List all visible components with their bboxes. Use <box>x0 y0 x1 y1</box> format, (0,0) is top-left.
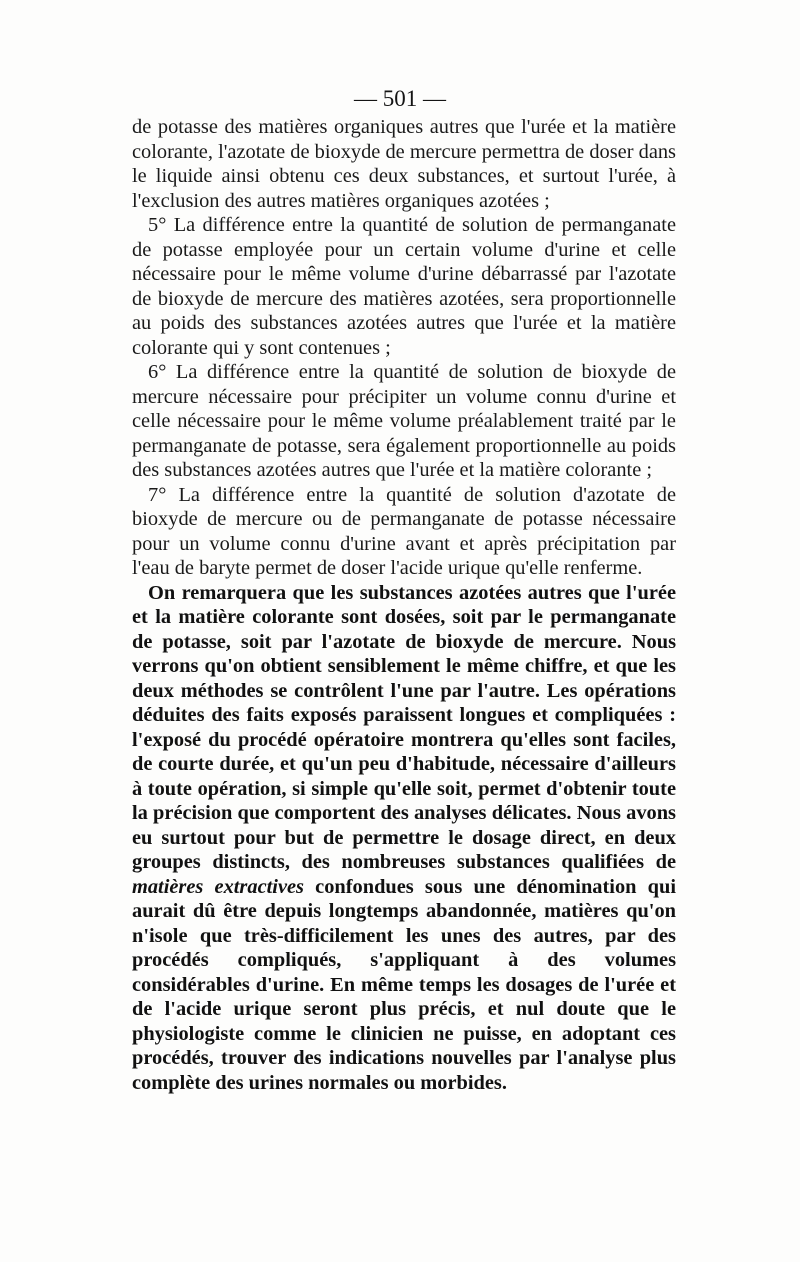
body-text <box>132 115 676 1095</box>
paragraph-item-6: 6° La différence entre la quantité de solution de bioxyde de mercure nécessaire pour précipiter un volume connu d'urine et celle nécessaire pour le même volume préalablement traité par le permanganate de potasse, sera également proportionnelle au poids des substances azotées autres que l'urée et la matière colorante ; <box>132 361 676 481</box>
paragraph-continuation: de potasse des matières organiques autres que l'urée et la matière colorante, l'azotate de bioxyde de mercure permettra de doser dans le liquide ainsi obtenu ces deux substances, et surtout l'urée, à l'exclusion des autres matières organiques azotées ; <box>132 116 676 212</box>
paragraph-remarks-part1: On remarquera que les substances azotées autres que l'urée et la matière colorante sont dosées, soit par le permanganate de potasse, soit par l'azotate de bioxyde de mercure. Nous verrons qu'on obtient sensiblement le même chiffre, et que les deux méthodes se contrôlent l'une par l'autre. Les opérations déduites des faits exposés paraissent longues et compliquées : l'exposé du procédé opératoire montrera qu'elles sont faciles, de courte durée, et qu'un peu d'habitude, nécessaire d'ailleurs à toute opération, si simple qu'elle soit, permet d'obtenir toute la précision que comportent des analyses délicates. Nous avons eu surtout pour but de permettre le dosage direct, en deux groupes distincts, des nombreuses substances qualifiées de <box>132 581 676 873</box>
italic-term: matières extractives <box>132 875 304 898</box>
paragraph-remarks <box>132 581 676 1096</box>
paragraph-item-7: 7° La différence entre la quantité de solution d'azotate de bioxyde de mercure ou de permanganate de potasse nécessaire pour un volume connu d'urine avant et après précipitation par l'eau de baryte permet de doser l'acide urique qu'elle renferme. <box>132 483 676 579</box>
paragraph-item-5: 5° La différence entre la quantité de solution de permanganate de potasse employée pour un certain volume d'urine et celle nécessaire pour le même volume d'urine débarrassé par l'azotate de bioxyde de mercure des matières azotées, sera proportionnelle au poids des substances azotées autres que l'urée et la matière colorante qui y sont contenues ; <box>132 214 676 359</box>
page-number: — 501 — <box>354 86 446 111</box>
paragraph-remarks-part2: confondues sous une dénomination qui aurait dû être depuis longtemps abandonnée, matières qu'on n'isole que très-difficilement les unes des autres, par des procédés compliqués, s'appliquant à des volumes considérables d'urine. En même temps les dosages de l'urée et de l'acide urique seront plus précis, et nul doute que le physiologiste comme le clinicien ne puisse, en adoptant ces procédés, trouver des indications nouvelles par l'analyse plus complète des urines normales ou morbides. <box>132 875 676 1094</box>
